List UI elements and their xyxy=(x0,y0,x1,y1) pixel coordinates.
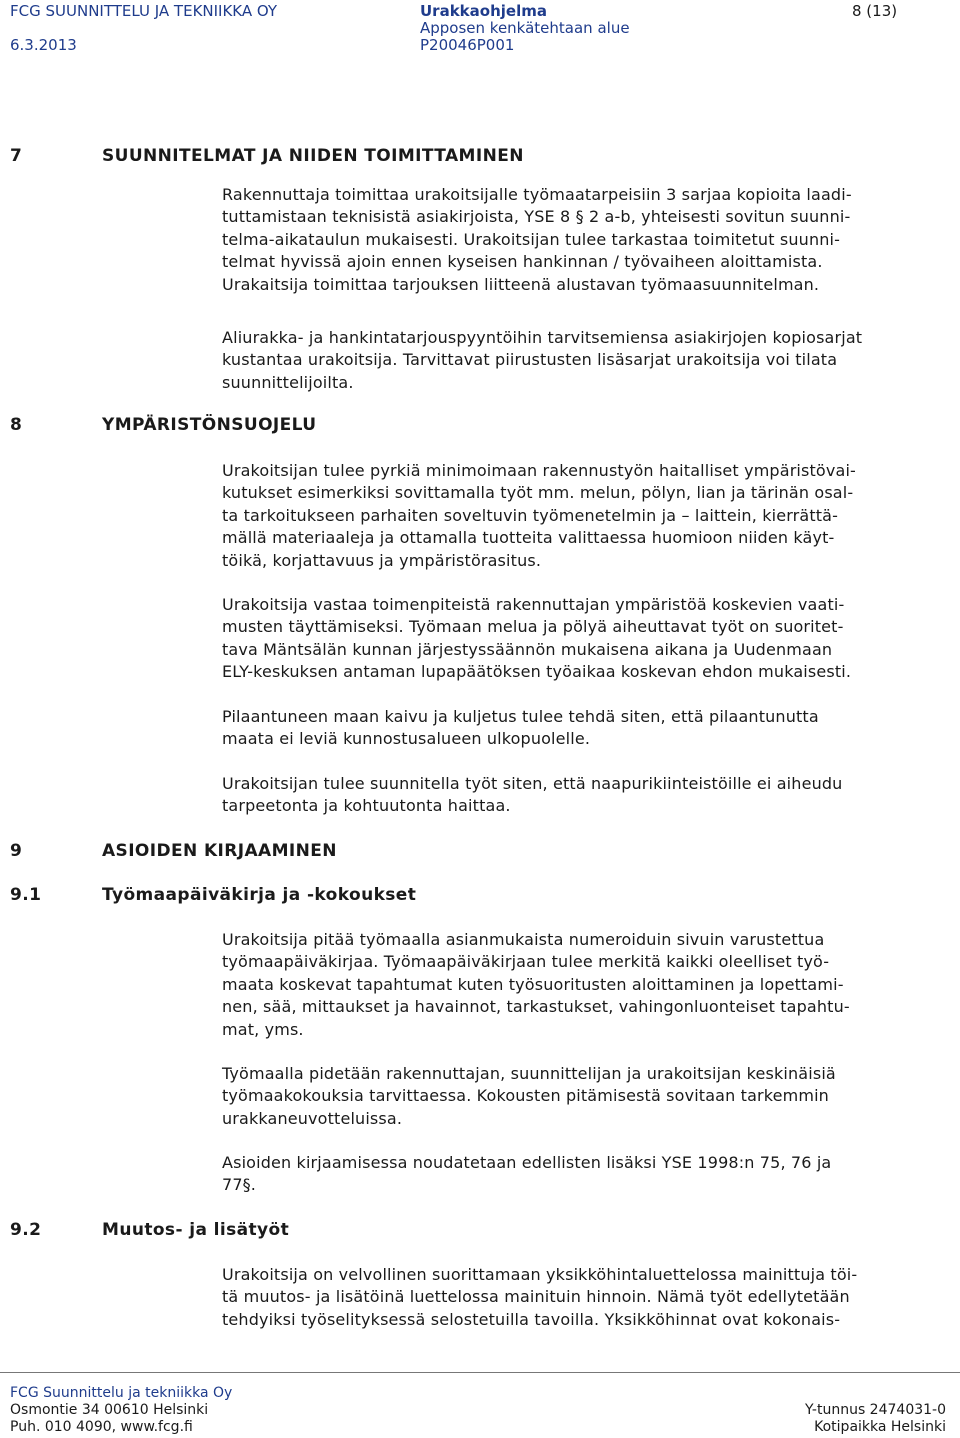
section-heading-9 xyxy=(10,841,337,861)
paragraph: Asioiden kirjaamisessa noudatetaan edellisten lisäksi YSE 1998:n 75, 76 ja 77§. xyxy=(222,1153,832,1195)
footer-company: FCG Suunnittelu ja tekniikka Oy xyxy=(10,1385,233,1401)
section-title: Muutos- ja lisätyöt xyxy=(102,1220,290,1240)
section-number: 9 xyxy=(10,841,23,861)
paragraph: Työmaalla pidetään rakennuttajan, suunnittelijan ja urakoitsijan keskinäisiä työmaakokouksia tarvittaessa. Kokousten pitämisestä sovitaan tarkemmin urakkaneuvotteluissa. xyxy=(222,1064,836,1128)
paragraph: Urakoitsija on velvollinen suorittamaan yksikköhintaluettelossa mainittuja töi- tä muutos- ja lisätöinä luettelossa mainituin hinnoin. Nämä työt edellytetään tehdyiksi työselityksessä selostetuilla tavoilla. Yksikköhinnat ovat kokonais- xyxy=(222,1265,858,1329)
paragraph: Rakennuttaja toimittaa urakoitsijalle työmaatarpeisiin 3 sarjaa kopioita laadi- tuttamistaan teknisistä asiakirjoista, YSE 8 § 2 a-b, yhteisesti sovitun suunni- telma-aikataulun mukaisesti. Urakoitsijan tulee tarkastaa toimitetut suunni- telmat hyvissä ajoin ennen kyseisen hankinnan / työvaiheen aloittamista. Urakaitsija toimittaa tarjouksen liitteenä alustavan työmaasuunnitelman. xyxy=(222,185,852,294)
company-name: FCG SUUNNITTELU JA TEKNIIKKA OY xyxy=(10,2,278,20)
document-date: 6.3.2013 xyxy=(10,36,77,54)
paragraph: Urakoitsijan tulee pyrkiä minimoimaan rakennustyön haitalliset ympäristövai- kutukset esimerkiksi sovittamalla työt mm. melun, pölyn, lian ja tärinän osal- ta tarkoitukseen parhaiten soveltuvin työmenetelmin ja – laittein, kierrättä- mällä materiaaleja ja ottamalla tuotteita valittaessa huomioon niiden käyt- töikä, korjattavuus ja ympäristörasitus. xyxy=(222,461,856,570)
footer-domicile: Kotipaikka Helsinki xyxy=(814,1419,946,1435)
section-number: 8 xyxy=(10,415,23,435)
paragraph: Urakoitsija pitää työmaalla asianmukaista numeroiduin sivuin varustettua työmaapäiväkirjaa. Työmaapäiväkirjaan tulee merkitä kaikki oleelliset työ- maata koskevat tapahtumat kuten työsuoritusten aloittaminen ja lopettami- nen, sää, mittaukset ja havainnot, tarkastukset, vahingonluonteiset tapahtu- mat, yms. xyxy=(222,930,850,1039)
footer-contact: Puh. 010 4090, www.fcg.fi xyxy=(10,1419,193,1435)
section-heading-9-2 xyxy=(10,1220,289,1240)
paragraph: Urakoitsija vastaa toimenpiteistä rakennuttajan ympäristöä koskevien vaati- musten täyttämiseksi. Työmaan melua ja pölyä aiheuttavat työt on suoritet- tava Mäntsälän kunnan järjestyssäännön mukaisena aikana ja Uudenmaan ELY-keskuksen antaman lupapäätöksen työaikaa koskevan ehdon mukaisesti. xyxy=(222,595,852,682)
section-number: 7 xyxy=(10,146,23,166)
section-title: YMPÄRISTÖNSUOJELU xyxy=(102,415,317,435)
section-heading-9-1 xyxy=(10,885,416,905)
paragraph: Urakoitsijan tulee suunnitella työt siten, että naapurikiinteistöille ei aiheudu tarpeetonta ja kohtuutonta haittaa. xyxy=(222,774,843,816)
section-number: 9.1 xyxy=(10,885,42,905)
footer-divider xyxy=(0,1372,960,1373)
section-number: 9.2 xyxy=(10,1220,42,1240)
footer-business-id: Y-tunnus 2474031-0 xyxy=(805,1402,946,1418)
section-title: ASIOIDEN KIRJAAMINEN xyxy=(102,841,337,861)
paragraph: Aliurakka- ja hankintatarjouspyyntöihin tarvitsemiensa asiakirjojen kopiosarjat kustantaa urakoitsija. Tarvittavat piirustusten lisäsarjat urakoitsija voi tilata suunnittelijoilta. xyxy=(222,328,863,392)
document-subtitle: Apposen kenkätehtaan alue xyxy=(420,19,630,37)
project-code: P20046P001 xyxy=(420,36,515,54)
document-title: Urakkaohjelma xyxy=(420,2,547,20)
section-heading-7 xyxy=(10,146,524,166)
section-heading-8 xyxy=(10,415,317,435)
page-number: 8 (13) xyxy=(852,2,898,20)
section-title: Työmaapäiväkirja ja -kokoukset xyxy=(102,885,417,905)
paragraph: Pilaantuneen maan kaivu ja kuljetus tulee tehdä siten, että pilaantunutta maata ei leviä kunnostusalueen ulkopuolelle. xyxy=(222,707,819,749)
footer-address: Osmontie 34 00610 Helsinki xyxy=(10,1402,209,1418)
section-title: SUUNNITELMAT JA NIIDEN TOIMITTAMINEN xyxy=(102,146,524,166)
